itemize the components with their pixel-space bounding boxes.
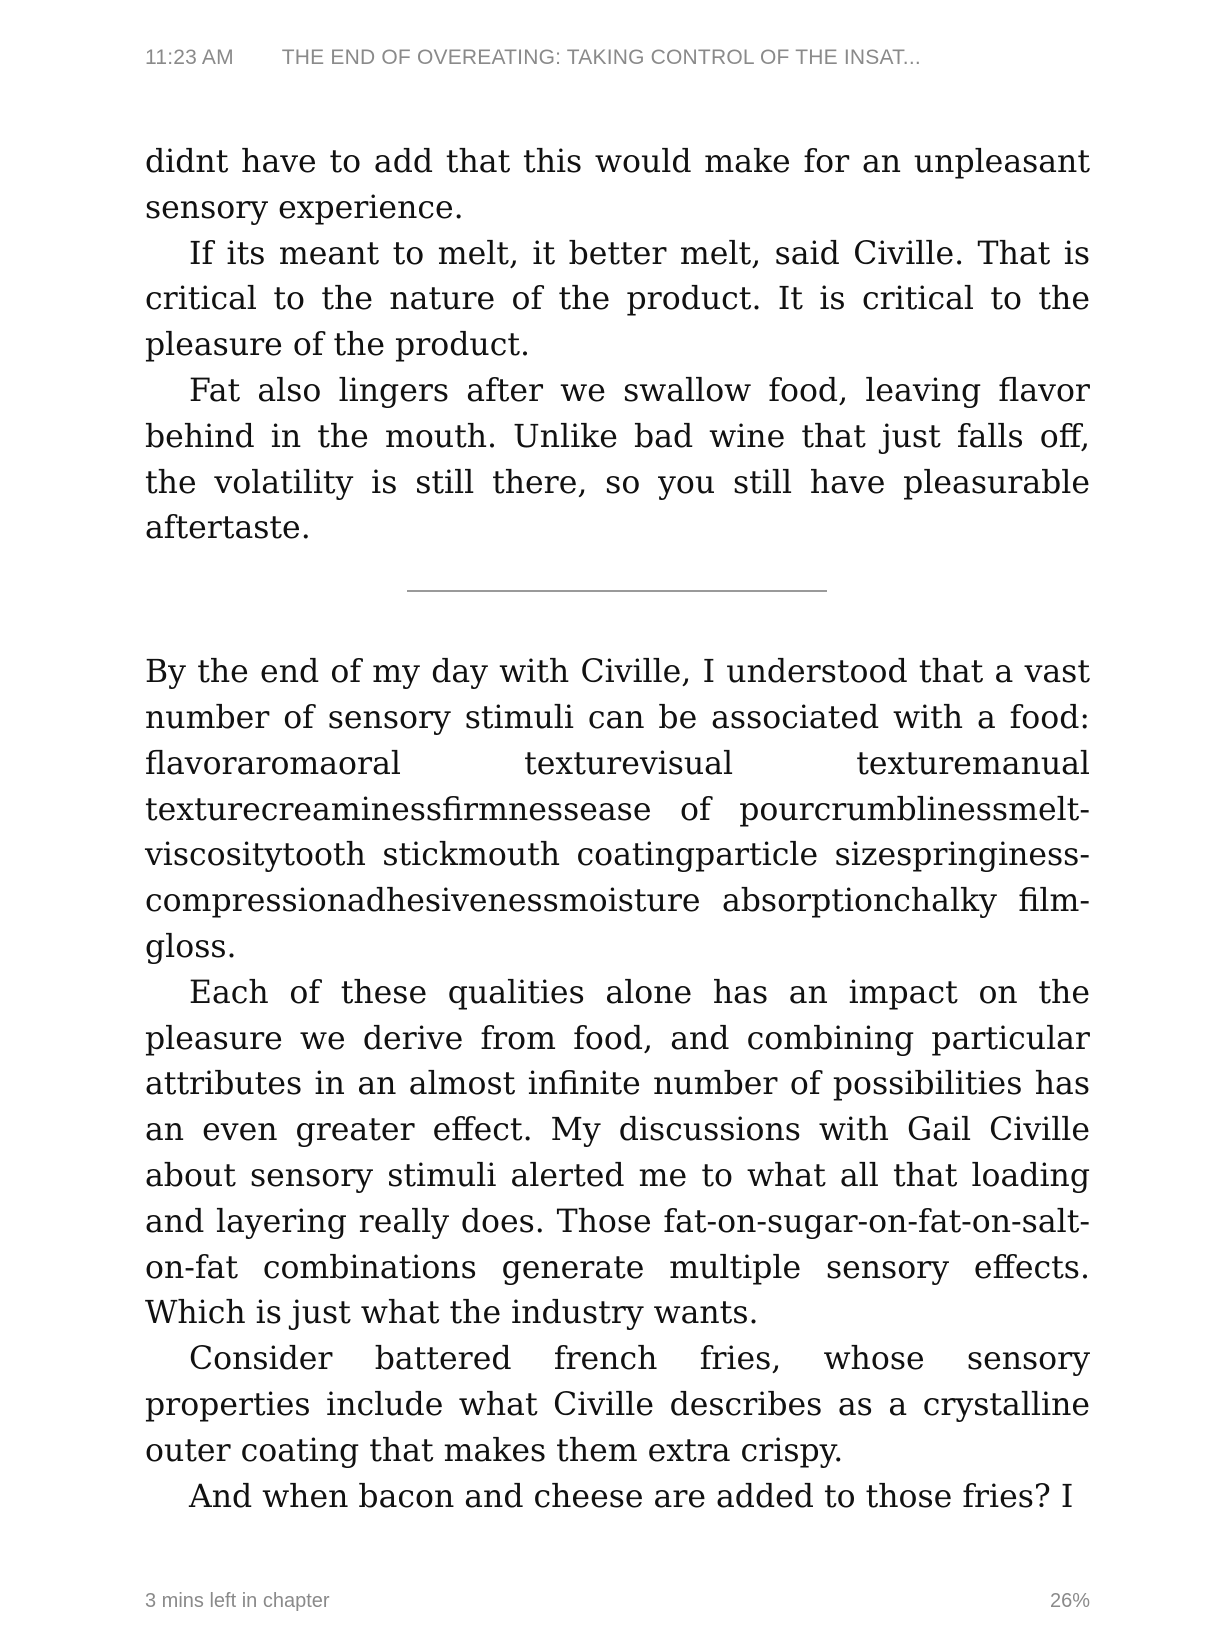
paragraph: Consider battered french fries, whose sensory properties include what Civille describes as a crystalline outer coating that makes them extra crispy. — [145, 1341, 1090, 1469]
reader-status-bar — [145, 38, 1094, 78]
section-break — [145, 552, 1090, 620]
clock-time: 11:23 AM — [145, 46, 234, 69]
reading-progress: 26% — [1049, 1590, 1090, 1612]
reader-footer — [145, 1590, 1090, 1613]
paragraph: By the end of my day with Civille, I understood that a vast number of sensory stimuli can be associated with a food: flavoraromaoral texturevisual texturemanual texturecreaminessfirmnessease of pourcrumblinessmeltviscositytooth stickmouth coatingparticle sizespringinesscompressionadhesivenessmoisture absorptionchalky filmgloss. — [145, 654, 1090, 965]
paragraph: And when bacon and cheese are added to those fries? I — [189, 1478, 1074, 1515]
chapter-time-left: 3 mins left in chapter — [145, 1590, 330, 1612]
paragraph: didnt have to add that this would make for an unpleasant sensory experience. — [145, 144, 1090, 226]
paragraph: Fat also lingers after we swallow food, leaving flavor behind in the mouth. Unlike bad wine that just falls off, the volatility is still there, so you still have pleasurable aftertaste. — [145, 372, 1090, 547]
paragraph: If its meant to melt, it better melt, said Civille. That is critical to the nature of the product. It is critical to the pleasure of the product. — [145, 235, 1090, 364]
section-divider — [407, 590, 827, 592]
paragraph: Each of these qualities alone has an impact on the pleasure we derive from food, and combining particular attributes in an almost infinite number of possibilities has an even greater effect. My discussions with Gail Civille about sensory stimuli alerted me to what all that loading and layering really does. Those fat-on-sugar-on-fat-on-salt-on-fat combinations generate multiple sensory effects. Which is just what the industry wants. — [145, 974, 1090, 1332]
book-title[interactable]: THE END OF OVEREATING: TAKING CONTROL OF THE INSAT... — [281, 46, 921, 69]
reading-page[interactable] — [145, 140, 1090, 1520]
